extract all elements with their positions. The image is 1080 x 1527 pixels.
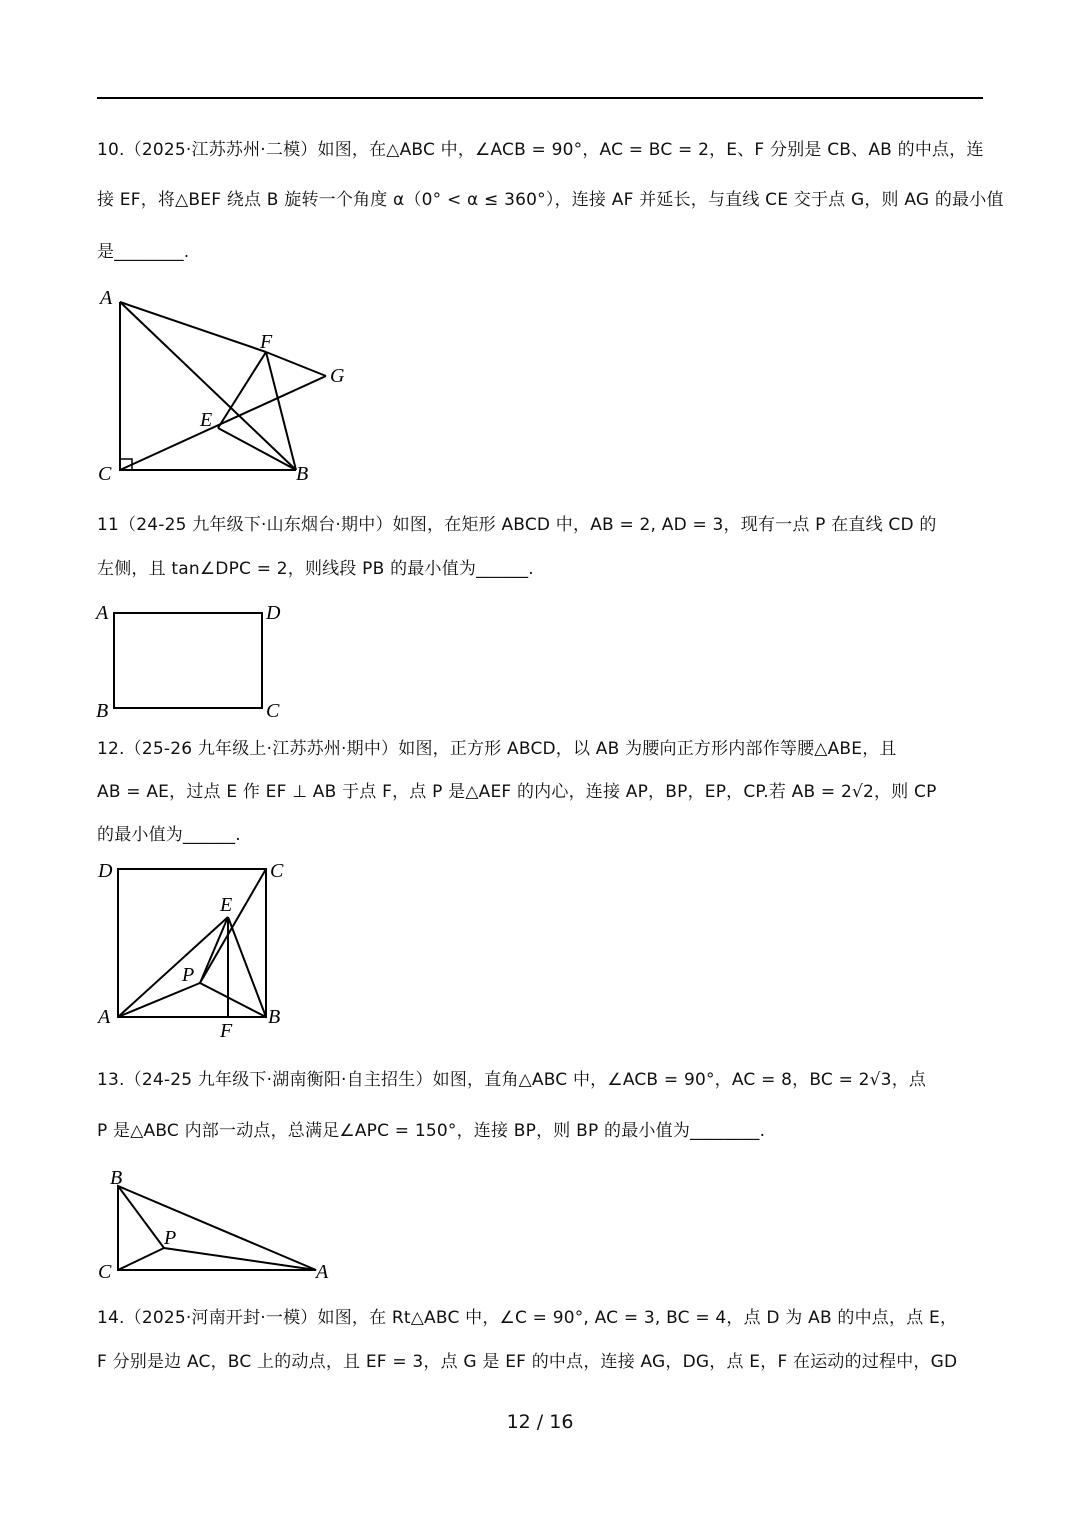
label-P: P — [164, 1227, 177, 1249]
page-number: 12 / 16 — [506, 1411, 574, 1433]
problem-11-line-2: 左侧，且 tan∠DPC = 2，则线段 PB 的最小值为______. — [97, 559, 534, 579]
label-E: E — [220, 894, 233, 916]
label-A: A — [96, 602, 109, 624]
problem-13-line-1: 13.（24-25 九年级下·湖南衡阳·自主招生）如图，直角△ABC 中，∠ACB = 90°，AC = 8，BC = 2√3，点 — [97, 1070, 927, 1090]
label-D: D — [98, 860, 113, 882]
figure-problem-13 — [90, 1160, 340, 1285]
problem-10-line-3: 是________. — [97, 242, 190, 262]
label-F: F — [220, 1020, 233, 1042]
label-C: C — [98, 463, 112, 485]
label-A: A — [100, 287, 113, 309]
label-E: E — [200, 409, 213, 431]
problem-14-line-1: 14.（2025·河南开封·一模）如图，在 Rt△ABC 中，∠C = 90°, AC = 3, BC = 4，点 D 为 AB 的中点，点 E， — [97, 1308, 958, 1328]
problem-11-line-1: 11（24-25 九年级下·山东烟台·期中）如图，在矩形 ABCD 中，AB = 2, AD = 3，现有一点 P 在直线 CD 的 — [97, 515, 937, 535]
problem-10-line-2: 接 EF，将△BEF 绕点 B 旋转一个角度 α（0° < α ≤ 360°），连接 AF 并延长，与直线 CE 交于点 G，则 AG 的最小值 — [97, 190, 1004, 210]
problem-13-line-2: P 是△ABC 内部一动点，总满足∠APC = 150°，连接 BP，则 BP 的最小值为________. — [97, 1121, 766, 1141]
header-rule — [97, 97, 983, 99]
label-B: B — [296, 463, 309, 485]
label-A: A — [98, 1006, 111, 1028]
problem-12-line-2: AB = AE，过点 E 作 EF ⊥ AB 于点 F，点 P 是△AEF 的内心，连接 AP，BP，EP，CP.若 AB = 2√2，则 CP — [97, 782, 937, 802]
figure-problem-12 — [90, 855, 300, 1045]
label-C: C — [266, 700, 280, 722]
label-B: B — [110, 1167, 123, 1189]
label-B: B — [96, 700, 109, 722]
label-A: A — [316, 1261, 329, 1283]
figure-problem-10 — [90, 280, 360, 490]
label-B: B — [268, 1006, 281, 1028]
problem-10-line-1: 10.（2025·江苏苏州·二模）如图，在△ABC 中，∠ACB = 90°，AC = BC = 2，E、F 分别是 CB、AB 的中点，连 — [97, 140, 984, 160]
figure-problem-11 — [90, 597, 300, 727]
label-D: D — [266, 602, 281, 624]
label-G: G — [330, 365, 345, 387]
label-C: C — [270, 860, 284, 882]
label-F: F — [260, 331, 273, 353]
label-C: C — [98, 1261, 112, 1283]
problem-14-line-2: F 分别是边 AC，BC 上的动点，且 EF = 3，点 G 是 EF 的中点，连接 AG，DG，点 E，F 在运动的过程中，GD — [97, 1352, 958, 1372]
problem-12-line-1: 12.（25-26 九年级上·江苏苏州·期中）如图，正方形 ABCD，以 AB 为腰向正方形内部作等腰△ABE，且 — [97, 739, 897, 759]
problem-12-line-3: 的最小值为______. — [97, 825, 241, 845]
label-P: P — [182, 964, 195, 986]
